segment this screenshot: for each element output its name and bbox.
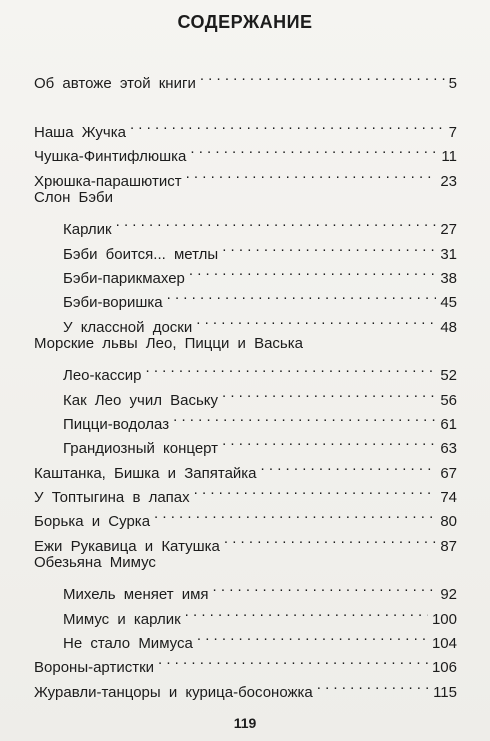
toc-entry-title: У классной доски — [63, 319, 193, 336]
toc-entry-page: 115 — [433, 684, 457, 701]
toc-entry-title: Михель меняет имя — [63, 586, 209, 603]
toc-entry — [34, 502, 457, 530]
page-number: 119 — [233, 715, 257, 731]
dot-leader — [197, 624, 428, 648]
toc-entry-page: 63 — [440, 440, 457, 457]
toc-entry-title: Карлик — [63, 221, 112, 238]
toc-entry — [63, 283, 457, 311]
toc-entry-page: 11 — [441, 148, 457, 165]
toc-entry — [34, 454, 457, 482]
dot-leader — [222, 235, 436, 259]
toc-entry-title: Лео-кассир — [63, 367, 142, 384]
dot-leader — [189, 259, 436, 283]
dot-leader — [222, 429, 436, 453]
toc-entry-page: 92 — [440, 586, 457, 603]
dot-leader — [173, 405, 436, 429]
toc-entry — [34, 648, 457, 676]
toc-entry — [34, 162, 457, 190]
dot-leader — [196, 308, 436, 332]
toc-entry — [63, 600, 457, 628]
toc-entry — [34, 673, 457, 701]
toc-entry-page: 31 — [440, 246, 457, 263]
dot-leader — [194, 478, 437, 502]
toc-entry-page: 45 — [440, 294, 457, 311]
toc-entry-page: 38 — [440, 270, 457, 287]
toc-entry-title: Чушка-Финтифлюшка — [34, 148, 187, 165]
toc-entry-page: 67 — [440, 465, 457, 482]
toc-entry-title: Бэби-воришка — [63, 294, 163, 311]
toc-entry — [34, 527, 457, 555]
contents-title: СОДЕРЖАНИЕ — [177, 12, 313, 32]
toc-entry-page: 52 — [440, 367, 457, 384]
dot-leader — [224, 527, 436, 551]
dot-leader — [158, 648, 428, 672]
toc-entry-title: Наша Жучка — [34, 124, 126, 141]
dot-leader — [222, 381, 436, 405]
toc-entry — [63, 308, 457, 336]
dot-leader — [130, 113, 445, 137]
toc-entry-title: Ежи Рукавица и Катушка — [34, 538, 220, 555]
toc-entry — [63, 381, 457, 409]
toc-entry — [34, 113, 457, 141]
toc-entry-title: Бэби-парикмахер — [63, 270, 185, 287]
toc-entry-title: Бэби боится... метлы — [63, 246, 219, 263]
toc-entry-title: Хрюшка-парашютист — [34, 173, 182, 190]
toc-entry — [63, 356, 457, 384]
toc-entry-page: 80 — [440, 513, 457, 530]
toc-entry-page: 61 — [440, 416, 457, 433]
toc-section-heading: Морские львы Лео, Пицци и Васька — [34, 335, 303, 352]
toc-entry — [63, 624, 457, 652]
toc-entry-page: 27 — [440, 221, 457, 238]
toc-entry-page: 5 — [448, 75, 457, 92]
toc-entry — [63, 235, 457, 263]
toc-entry-title: Грандиозный концерт — [63, 440, 219, 457]
toc-entry-page: 7 — [448, 124, 457, 141]
dot-leader — [186, 162, 437, 186]
toc-entry-title: Пицци-водолаз — [63, 416, 170, 433]
toc-entry — [63, 405, 457, 433]
toc-entry-page: 23 — [440, 173, 457, 190]
toc-entry-title: Борька и Сурка — [34, 513, 151, 530]
toc-entry-page: 48 — [440, 319, 457, 336]
toc-entry — [34, 137, 457, 165]
toc-entry — [63, 259, 457, 287]
toc-entry-title: Журавли-танцоры и курица-босоножка — [34, 684, 313, 701]
dot-leader — [317, 673, 429, 697]
toc-entry-title: Как Лео учил Ваську — [63, 392, 219, 409]
toc-section-heading: Обезьяна Мимус — [34, 554, 156, 571]
toc-entry-title: Вороны-артистки — [34, 659, 155, 676]
toc-entry-title: Каштанка, Бишка и Запятайка — [34, 465, 257, 482]
dot-leader — [154, 502, 436, 526]
toc-entry-page: 87 — [440, 538, 457, 555]
toc-entry-title: Не стало Мимуса — [63, 635, 193, 652]
toc-entry-page: 100 — [431, 611, 457, 628]
toc-entry-page: 74 — [440, 489, 457, 506]
toc-section-heading: Слон Бэби — [34, 189, 114, 206]
dot-leader — [190, 137, 437, 161]
toc-entry-page: 106 — [431, 659, 457, 676]
toc-entry-title: Об автоже этой книги — [34, 75, 196, 92]
dot-leader — [261, 454, 437, 478]
dot-leader — [145, 356, 436, 380]
toc-entry-page: 104 — [431, 635, 457, 652]
toc-entry — [34, 478, 457, 506]
toc-entry — [34, 64, 457, 92]
toc-entry-page: 56 — [440, 392, 457, 409]
dot-leader — [167, 283, 437, 307]
dot-leader — [200, 64, 445, 88]
toc-entry-title: Мимус и карлик — [63, 611, 181, 628]
toc-entry — [63, 575, 457, 603]
toc-entry — [63, 429, 457, 457]
dot-leader — [185, 600, 428, 624]
dot-leader — [116, 210, 437, 234]
toc-entry — [63, 210, 457, 238]
toc-entry-title: У Топтыгина в лапах — [34, 489, 190, 506]
dot-leader — [213, 575, 437, 599]
